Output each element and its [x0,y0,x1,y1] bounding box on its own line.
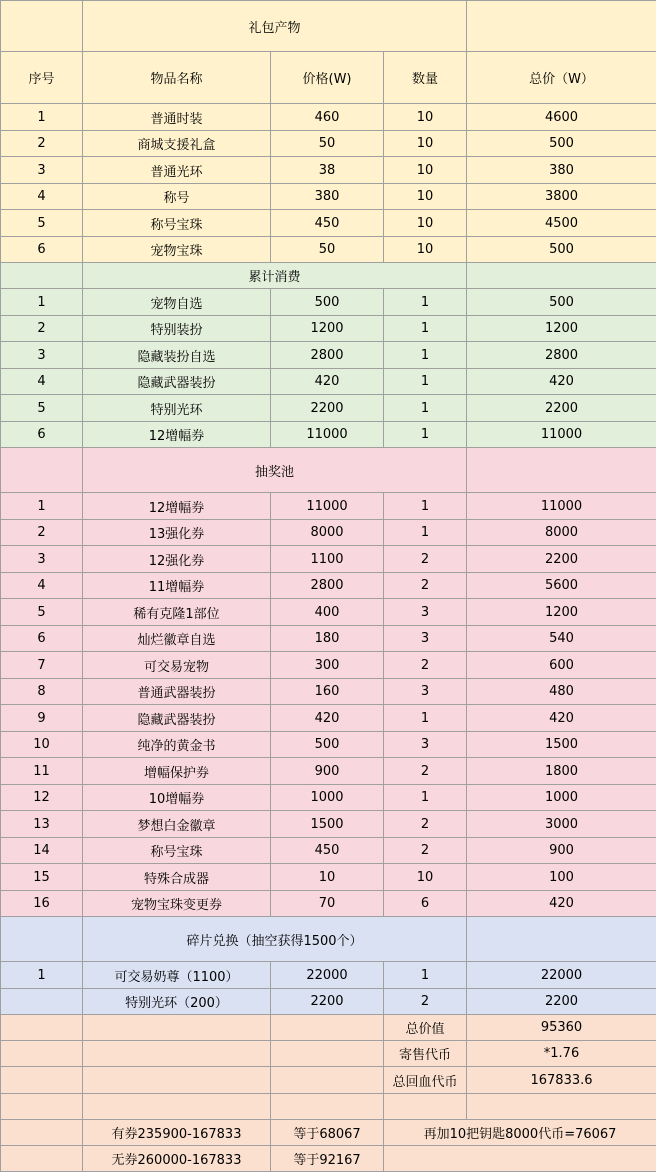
quantity-cell: 2 [384,758,467,785]
index-cell: 1 [1,962,83,989]
summary-label: 寄售代币 [384,1041,467,1067]
table-row [1,989,656,1015]
index-cell: 4 [1,369,83,395]
table-row [1,652,656,679]
item-name-cell: 普通武器装扮 [83,679,271,705]
table-row [1,157,656,184]
summary-value: 167833.6 [467,1067,656,1094]
empty-cell [83,1067,271,1094]
price-cell: 2800 [271,573,384,599]
item-name-cell: 12增幅券 [83,493,271,520]
table-row [1,758,656,785]
price-cell: 300 [271,652,384,679]
total-cell: 1200 [467,599,656,626]
item-name-cell: 纯净的黄金书 [83,732,271,758]
item-name-cell: 可交易奶尊（1100） [83,962,271,989]
empty-cell [271,1067,384,1094]
quantity-cell: 2 [384,652,467,679]
empty-cell [467,263,656,289]
quantity-cell: 1 [384,342,467,369]
quantity-cell: 2 [384,838,467,864]
summary-value: 95360 [467,1015,656,1041]
item-name-cell: 称号 [83,184,271,210]
table-row [1,210,656,237]
price-cell: 11000 [271,493,384,520]
quantity-cell: 2 [384,989,467,1015]
item-name-cell: 梦想白金徽章 [83,811,271,838]
empty-cell [1,917,83,962]
index-cell: 6 [1,422,83,448]
table-row [1,732,656,758]
table-row [1,679,656,705]
total-cell: 8000 [467,520,656,546]
table-row [1,131,656,157]
empty-cell [83,1094,271,1120]
index-cell: 3 [1,342,83,369]
quantity-cell: 1 [384,289,467,316]
item-name-cell: 宠物自选 [83,289,271,316]
total-cell: 420 [467,705,656,732]
table-row [1,891,656,917]
summary-row [1,1146,656,1172]
quantity-cell: 1 [384,395,467,422]
total-cell: 22000 [467,962,656,989]
quantity-cell: 1 [384,493,467,520]
total-cell: 1000 [467,785,656,811]
summary-row [1,1067,656,1094]
total-cell: 2200 [467,546,656,573]
empty-cell [384,1094,467,1120]
price-cell: 1200 [271,316,384,342]
item-name-cell: 特殊合成器 [83,864,271,891]
cumulative-section-title: 累计消费 [83,263,467,289]
item-name-cell: 特别装扮 [83,316,271,342]
empty-cell [1,1120,83,1146]
quantity-cell: 2 [384,546,467,573]
quantity-cell: 2 [384,811,467,838]
empty-cell [467,448,656,493]
quantity-cell: 10 [384,157,467,184]
total-cell: 1500 [467,732,656,758]
price-cell: 1000 [271,785,384,811]
index-cell: 12 [1,785,83,811]
item-name-cell: 可交易宠物 [83,652,271,679]
item-name-cell: 隐藏武器装扮 [83,705,271,732]
index-cell: 6 [1,237,83,263]
price-cell: 70 [271,891,384,917]
table-row [1,785,656,811]
index-cell: 4 [1,184,83,210]
index-cell: 3 [1,546,83,573]
price-cell: 500 [271,289,384,316]
fragment-section-title: 碎片兑换（抽空获得1500个） [83,917,467,962]
item-name-cell: 宠物宝珠 [83,237,271,263]
empty-cell [83,1041,271,1067]
quantity-cell: 3 [384,679,467,705]
price-cell: 1500 [271,811,384,838]
total-cell: 11000 [467,422,656,448]
quantity-cell: 3 [384,599,467,626]
index-cell: 11 [1,758,83,785]
quantity-cell: 1 [384,705,467,732]
total-cell: 500 [467,237,656,263]
lottery-section-title: 抽奖池 [83,448,467,493]
price-cell: 450 [271,210,384,237]
total-cell: 5600 [467,573,656,599]
item-name-cell: 普通时装 [83,104,271,131]
price-cell: 420 [271,369,384,395]
total-cell: 3000 [467,811,656,838]
index-cell: 5 [1,395,83,422]
total-cell: 2200 [467,395,656,422]
table-row [1,493,656,520]
item-name-cell: 10增幅券 [83,785,271,811]
total-cell: 1200 [467,316,656,342]
item-name-cell: 称号宝珠 [83,210,271,237]
item-name-cell: 特别光环（200） [83,989,271,1015]
price-cell: 8000 [271,520,384,546]
empty-cell [1,1146,83,1172]
index-cell [1,989,83,1015]
gift-section-title-row [1,1,656,52]
empty-cell [271,1094,384,1120]
table-row [1,184,656,210]
table-row [1,422,656,448]
summary-label: 总回血代币 [384,1067,467,1094]
price-cell: 22000 [271,962,384,989]
item-name-cell: 12增幅券 [83,422,271,448]
index-cell: 8 [1,679,83,705]
table-row [1,705,656,732]
price-cell: 38 [271,157,384,184]
empty-cell [1,1041,83,1067]
gift-section-title: 礼包产物 [83,1,467,52]
header-index: 序号 [1,52,83,104]
table-row [1,573,656,599]
table-row [1,395,656,422]
total-cell: 500 [467,289,656,316]
table-row [1,289,656,316]
empty-cell [1,1015,83,1041]
item-name-cell: 隐藏装扮自选 [83,342,271,369]
table-row [1,546,656,573]
price-cell: 160 [271,679,384,705]
total-cell: 480 [467,679,656,705]
total-cell: 380 [467,157,656,184]
table-row [1,104,656,131]
empty-cell [1,1094,83,1120]
price-cell: 2200 [271,395,384,422]
price-cell: 2200 [271,989,384,1015]
total-cell: 2200 [467,989,656,1015]
index-cell: 5 [1,599,83,626]
empty-cell [271,1041,384,1067]
total-cell: 2800 [467,342,656,369]
index-cell: 9 [1,705,83,732]
without-coupon-result: 等于92167 [271,1146,384,1172]
total-cell: 600 [467,652,656,679]
item-name-cell: 稀有克隆1部位 [83,599,271,626]
quantity-cell: 1 [384,369,467,395]
quantity-cell: 10 [384,104,467,131]
index-cell: 1 [1,104,83,131]
empty-cell [1,448,83,493]
lottery-section-title-row [1,448,656,493]
price-cell: 420 [271,705,384,732]
quantity-cell: 6 [384,891,467,917]
index-cell: 10 [1,732,83,758]
price-cell: 50 [271,131,384,157]
index-cell: 4 [1,573,83,599]
price-cell: 50 [271,237,384,263]
quantity-cell: 1 [384,962,467,989]
index-cell: 13 [1,811,83,838]
empty-cell [467,917,656,962]
table-row [1,838,656,864]
quantity-cell: 1 [384,785,467,811]
quantity-cell: 10 [384,210,467,237]
column-header-row [1,52,656,104]
table-row [1,237,656,263]
empty-cell [467,1094,656,1120]
quantity-cell: 10 [384,184,467,210]
index-cell: 1 [1,289,83,316]
header-price: 价格(W) [271,52,384,104]
index-cell: 5 [1,210,83,237]
summary-value: *1.76 [467,1041,656,1067]
total-cell: 500 [467,131,656,157]
item-name-cell: 13强化券 [83,520,271,546]
empty-cell [1,1,83,52]
price-cell: 2800 [271,342,384,369]
summary-row [1,1015,656,1041]
index-cell: 6 [1,626,83,652]
quantity-cell: 3 [384,732,467,758]
table-row [1,369,656,395]
price-cell: 450 [271,838,384,864]
table-row [1,811,656,838]
item-name-cell: 11增幅券 [83,573,271,599]
summary-label: 总价值 [384,1015,467,1041]
empty-cell [384,1146,656,1172]
table-row [1,342,656,369]
empty-cell [271,1015,384,1041]
total-cell: 420 [467,369,656,395]
total-cell: 1800 [467,758,656,785]
price-cell: 380 [271,184,384,210]
quantity-cell: 2 [384,573,467,599]
item-name-cell: 12强化券 [83,546,271,573]
price-cell: 10 [271,864,384,891]
price-cell: 500 [271,732,384,758]
total-cell: 4600 [467,104,656,131]
header-name: 物品名称 [83,52,271,104]
quantity-cell: 1 [384,316,467,342]
summary-row [1,1041,656,1067]
index-cell: 2 [1,316,83,342]
price-cell: 1100 [271,546,384,573]
table-row [1,520,656,546]
quantity-cell: 1 [384,422,467,448]
quantity-cell: 10 [384,237,467,263]
summary-row [1,1094,656,1120]
total-cell: 540 [467,626,656,652]
empty-cell [1,1067,83,1094]
item-name-cell: 称号宝珠 [83,838,271,864]
table-row [1,316,656,342]
without-coupon-text: 无券260000-167833 [83,1146,271,1172]
item-name-cell: 普通光环 [83,157,271,184]
with-coupon-result: 等于68067 [271,1120,384,1146]
index-cell: 2 [1,131,83,157]
index-cell: 15 [1,864,83,891]
item-name-cell: 灿烂徽章自选 [83,626,271,652]
index-cell: 16 [1,891,83,917]
empty-cell [467,1,656,52]
table-row [1,626,656,652]
price-cell: 400 [271,599,384,626]
table-row [1,599,656,626]
price-cell: 11000 [271,422,384,448]
quantity-cell: 1 [384,520,467,546]
table-row [1,864,656,891]
table-row [1,962,656,989]
summary-row [1,1120,656,1146]
index-cell: 3 [1,157,83,184]
item-name-cell: 隐藏武器装扮 [83,369,271,395]
header-quantity: 数量 [384,52,467,104]
price-cell: 460 [271,104,384,131]
header-total: 总价（W） [467,52,656,104]
index-cell: 2 [1,520,83,546]
quantity-cell: 10 [384,131,467,157]
with-coupon-text: 有券235900-167833 [83,1120,271,1146]
cumulative-section-title-row [1,263,656,289]
total-cell: 420 [467,891,656,917]
extra-keys-text: 再加10把钥匙8000代币=76067 [384,1120,656,1146]
total-cell: 900 [467,838,656,864]
index-cell: 7 [1,652,83,679]
fragment-section-title-row [1,917,656,962]
index-cell: 1 [1,493,83,520]
price-cell: 180 [271,626,384,652]
total-cell: 4500 [467,210,656,237]
empty-cell [83,1015,271,1041]
quantity-cell: 3 [384,626,467,652]
item-name-cell: 宠物宝珠变更券 [83,891,271,917]
item-name-cell: 商城支援礼盒 [83,131,271,157]
total-cell: 3800 [467,184,656,210]
total-cell: 100 [467,864,656,891]
item-name-cell: 增幅保护券 [83,758,271,785]
empty-cell [1,263,83,289]
item-name-cell: 特别光环 [83,395,271,422]
quantity-cell: 10 [384,864,467,891]
index-cell: 14 [1,838,83,864]
total-cell: 11000 [467,493,656,520]
price-cell: 900 [271,758,384,785]
